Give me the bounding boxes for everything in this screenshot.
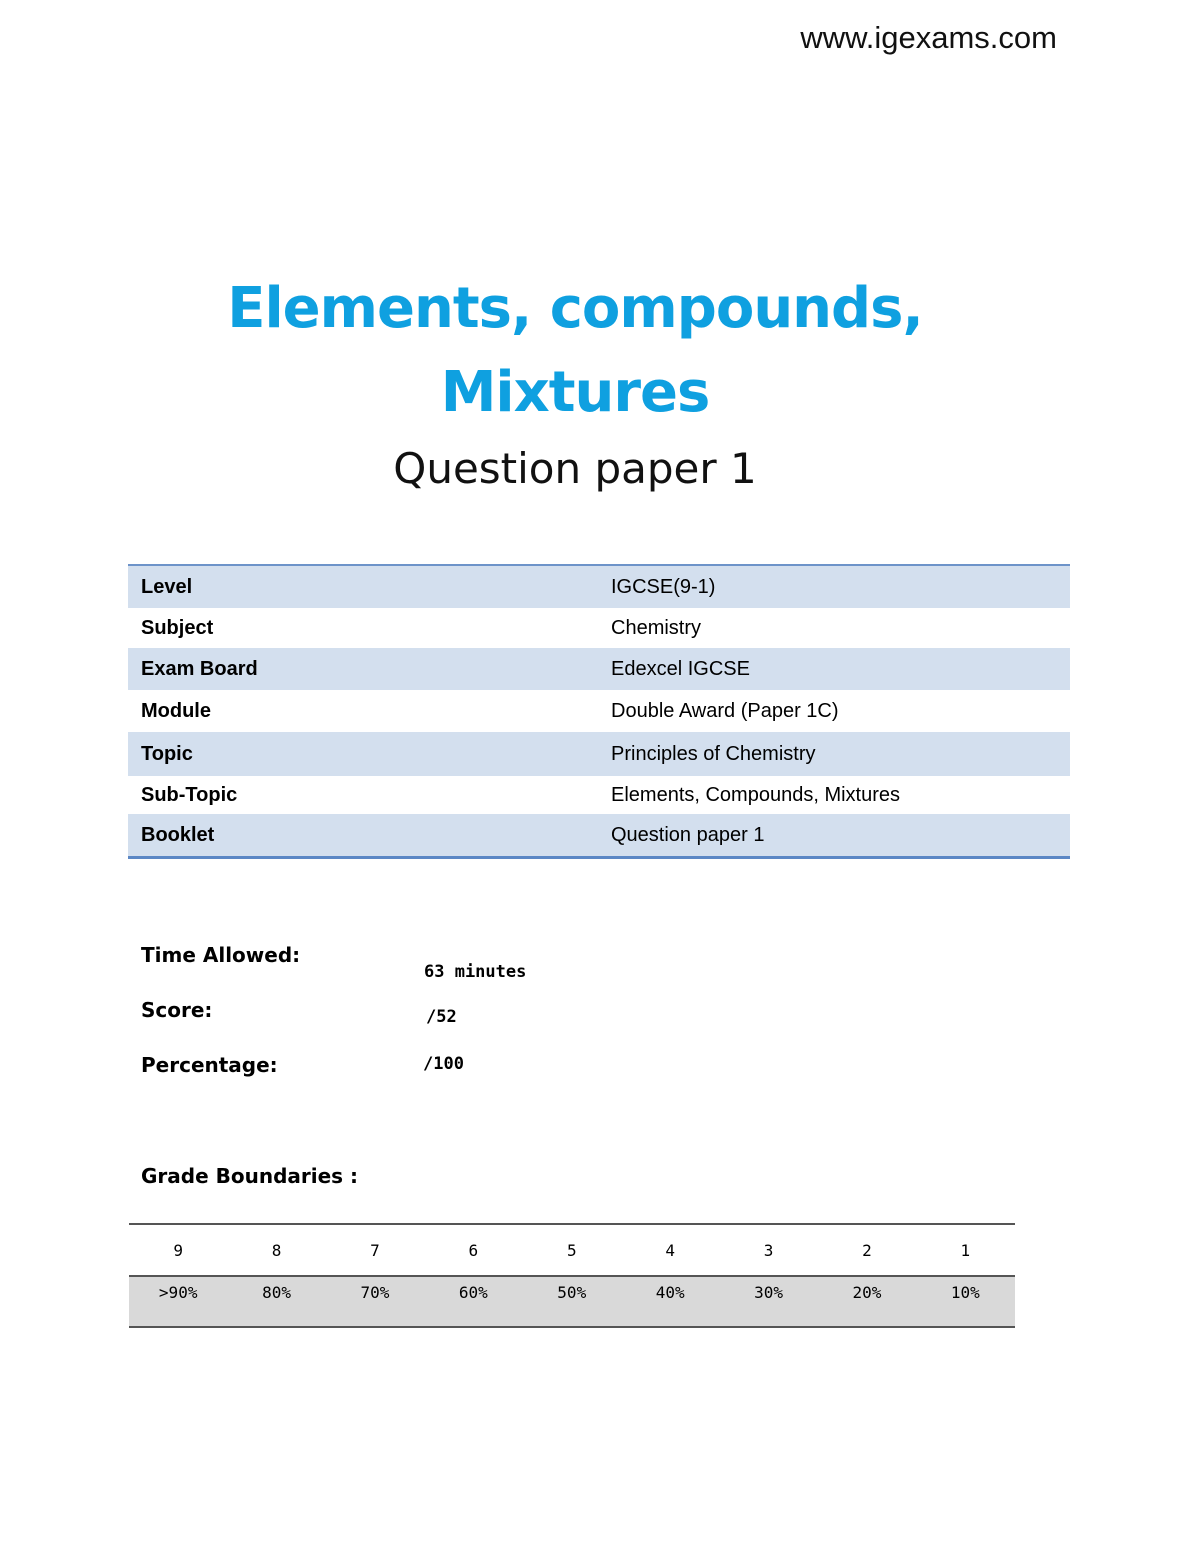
grade-boundaries-label: Grade Boundaries : (141, 1164, 359, 1188)
info-row-sub-topic (128, 776, 1070, 814)
percentage-cell: 30% (754, 1283, 783, 1302)
info-label: Sub-Topic (141, 783, 238, 806)
grade-row (129, 1225, 1015, 1275)
grade-cell: 5 (566, 1240, 577, 1260)
grade-cell: 1 (960, 1240, 971, 1260)
info-label: Subject (141, 616, 214, 639)
info-label: Booklet (141, 823, 215, 846)
time-allowed-value: 63 minutes (424, 962, 527, 982)
percentage-cell: 80% (262, 1283, 292, 1302)
percentage-cell: 40% (655, 1283, 685, 1302)
score-label: Score: (141, 998, 213, 1022)
percentage-cell: 20% (852, 1283, 882, 1302)
info-value: Edexcel IGCSE (611, 657, 750, 680)
percentage-cell: 10% (950, 1283, 980, 1302)
info-label: Topic (141, 742, 193, 765)
title-line-1: Elements, compounds, (227, 276, 923, 341)
grade-cell: 2 (862, 1240, 872, 1260)
percentage-cell: 50% (557, 1283, 587, 1302)
info-label: Module (141, 699, 211, 722)
info-row-subject (128, 608, 1070, 648)
info-row-topic (128, 732, 1070, 776)
percentage-cell: 60% (458, 1283, 488, 1302)
grade-cell: 8 (271, 1240, 282, 1260)
info-row-level (128, 566, 1070, 608)
info-row-exam-board (128, 648, 1070, 690)
percentage-label: Percentage: (141, 1053, 278, 1077)
info-table (128, 564, 1070, 859)
grade-boundaries-table (129, 1223, 1015, 1328)
title-line-2: Mixtures (440, 360, 710, 425)
grade-cell: 7 (370, 1240, 380, 1260)
grade-cell: 3 (763, 1240, 774, 1260)
info-label: Level (141, 575, 193, 598)
grade-cell: 4 (665, 1240, 675, 1260)
info-row-module (128, 690, 1070, 732)
grade-cell: 9 (173, 1240, 184, 1260)
info-value: Question paper 1 (611, 823, 765, 846)
info-label: Exam Board (141, 657, 258, 680)
grade-cell: 6 (468, 1240, 479, 1260)
time-allowed-label: Time Allowed: (141, 943, 301, 967)
info-value: Double Award (Paper 1C) (611, 699, 839, 722)
info-row-booklet (128, 814, 1070, 856)
percentage-cell: 70% (360, 1283, 390, 1302)
info-value: Principles of Chemistry (611, 742, 816, 765)
info-value: Elements, Compounds, Mixtures (611, 783, 901, 806)
score-value: /52 (426, 1007, 457, 1027)
info-value: Chemistry (611, 616, 702, 639)
percentage-row (129, 1275, 1015, 1326)
subtitle: Question paper 1 (393, 444, 757, 493)
site-url: www.igexams.com (800, 20, 1057, 55)
percentage-cell: >90% (158, 1283, 198, 1302)
info-value: IGCSE(9-1) (611, 575, 716, 598)
percentage-value: /100 (423, 1054, 464, 1074)
